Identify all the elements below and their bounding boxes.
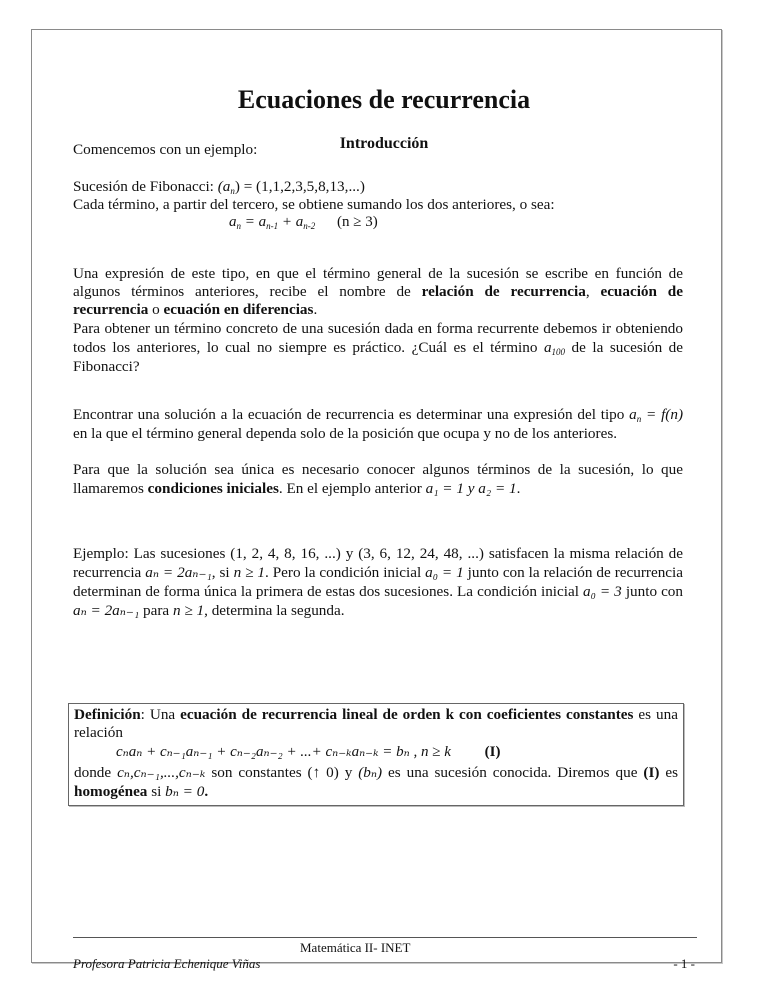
footer-course: Matemática II- INET xyxy=(300,940,411,955)
page-number: - 1 - xyxy=(673,956,695,971)
paragraph-example: Ejemplo: Las sucesiones (1, 2, 4, 8, 16, ...) y (3, 6, 12, 24, 48, ...) satisfacen la misma relación de recurrencia aₙ = 2aₙ₋₁, si n ≥ 1. Pero la condición inicial a₀ = 1 junto con la relación de recurrencia determinan de forma única la primera de estas dos sucesiones. La condición inicial a₀ = 3 junto con aₙ = 2aₙ₋₁ para n ≥ 1, determina la segunda. xyxy=(73,545,683,619)
footer-divider xyxy=(73,937,697,938)
fibonacci-description: Cada término, a partir del tercero, se obtiene sumando los dos anteriores, o sea: xyxy=(73,196,555,213)
definition-text: Definición: Una ecuación de recurrencia lineal de orden k con coeficientes constantes es una relación xyxy=(74,706,678,741)
footer-author: Profesora Patricia Echenique Viñas xyxy=(73,956,261,971)
definition-equation: cₙaₙ + cₙ₋₁aₙ₋₁ + cₙ₋₂aₙ₋₂ + ...+ cₙ₋ₖaₙ₋ₖ = bₙ , n ≥ k (I) xyxy=(116,744,501,760)
intro-lead: Comencemos con un ejemplo: xyxy=(73,141,258,158)
fibonacci-line xyxy=(73,178,683,196)
section-heading: Introducción xyxy=(339,135,429,152)
paragraph-initial-conditions: Para que la solución sea única es necesario conocer algunos términos de la sucesión, lo que llamaremos condiciones iniciales. En el ejemplo anterior a₁ = 1 y a₂ = 1. xyxy=(73,461,683,497)
paragraph-fibonacci-question: Para obtener un término concreto de una sucesión dada en forma recurrente debemos ir obteniendo todos los anteriores, lo cual no siempre es práctico. ¿Cuál es el término $a_{100}$ de la sucesión de Fibonacci? xyxy=(73,320,684,375)
definition-explanation: donde cₙ,cₙ₋₁,...,cₙ₋ₖ son constantes (↑ 0) y (bₙ) es una sucesión conocida. Diremos que (I) es homogénea si bₙ = 0. xyxy=(74,764,679,800)
paragraph-definition-recurrence: Una expresión de este tipo, en que el término general de la sucesión se escribe en función de algunos términos anteriores, recibe el nombre de relación de recurrencia, ecuación de recurrencia o ecuación en diferencias. xyxy=(73,265,683,318)
fibonacci-label: Sucesión de Fibonacci: xyxy=(73,178,214,195)
paragraph-solution: Encontrar una solución a la ecuación de recurrencia es determinar una expresión del tipo $a_n = f(n)$ en la que el término general dependa solo de la posición que ocupa y no de los anteriores. xyxy=(73,406,683,442)
document-title: Ecuaciones de recurrencia xyxy=(237,85,531,114)
fibonacci-equation: $a_n = a_{n-1} + a_{n-2}$ (n ≥ 3) xyxy=(229,214,378,231)
fibonacci-seq: $(a_n) = (1,1,2,3,5,8,13,...)$ xyxy=(217,178,365,196)
